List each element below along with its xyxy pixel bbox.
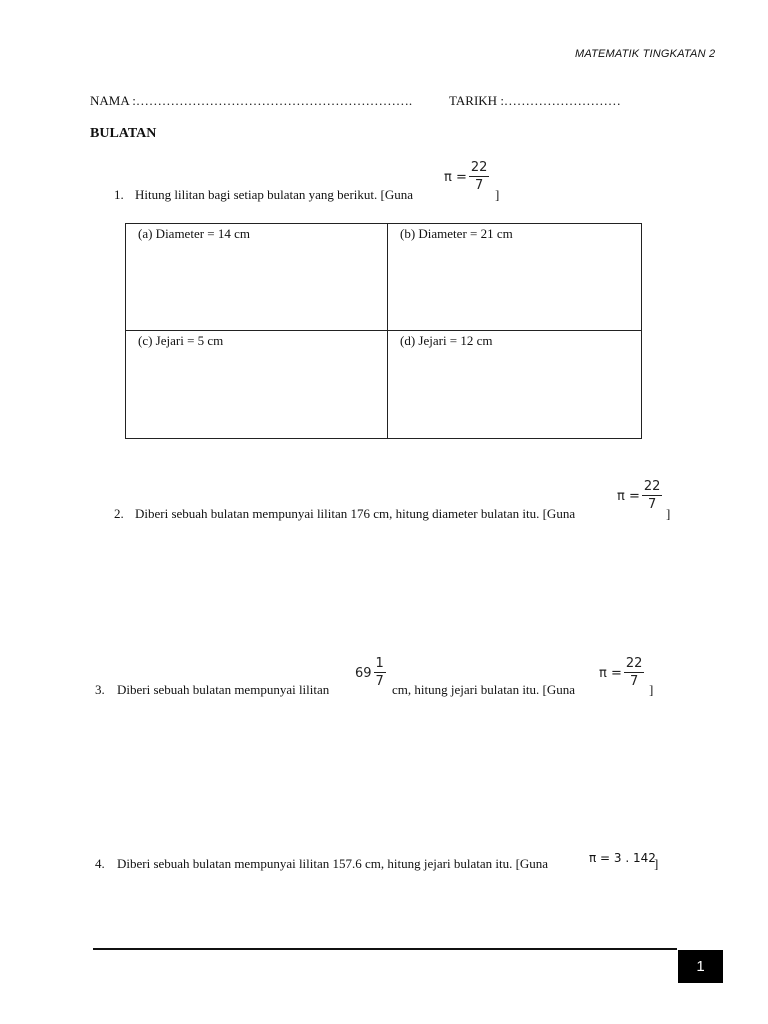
mixed-numerator: 1 xyxy=(375,656,384,671)
q4-close-bracket: ] xyxy=(654,856,659,871)
date-field-label: TARIKH :……………………… xyxy=(449,93,621,108)
q3-close-bracket: ] xyxy=(649,682,654,697)
q2-close-bracket: ] xyxy=(666,506,671,521)
cell-label-c: (c) Jejari = 5 cm xyxy=(138,333,224,348)
q1-answer-table xyxy=(125,223,642,439)
pi-numerator: 22 xyxy=(643,479,661,494)
q2-number: 2. xyxy=(114,506,124,521)
document-header: MATEMATIK TINGKATAN 2 xyxy=(575,48,716,60)
mixed-denominator: 7 xyxy=(375,674,384,689)
q1-close-bracket: ] xyxy=(495,187,500,202)
cell-label-a: (a) Diameter = 14 cm xyxy=(138,226,251,241)
pi-symbol: π = xyxy=(599,666,622,681)
answer-cell-b[interactable] xyxy=(387,224,641,331)
q2-text: Diberi sebuah bulatan mempunyai lilitan 176 cm, hitung diameter bulatan itu. [Guna xyxy=(135,506,576,521)
q3-pi-formula xyxy=(599,656,644,691)
pi-denominator: 7 xyxy=(474,178,484,193)
pi-numerator: 22 xyxy=(470,160,488,175)
page-number xyxy=(678,950,723,983)
q1-text: Hitung lilitan bagi setiap bulatan yang berikut. [Guna xyxy=(135,187,413,202)
answer-cell-a[interactable] xyxy=(126,224,387,331)
q3-text-before: Diberi sebuah bulatan mempunyai lilitan xyxy=(117,682,330,697)
page-number-text: 1 xyxy=(696,958,705,975)
q1-number: 1. xyxy=(114,187,124,202)
q3-mixed-number xyxy=(355,656,386,691)
pi-symbol: π = xyxy=(617,489,640,504)
q4-number: 4. xyxy=(95,856,105,871)
q1-pi-formula xyxy=(444,160,489,195)
pi-denominator: 7 xyxy=(647,497,657,512)
q4-pi-value: π = 3 . 142 xyxy=(589,851,656,865)
footer-rule xyxy=(93,948,677,950)
answer-cell-c[interactable] xyxy=(126,331,387,438)
mixed-whole: 69 xyxy=(355,666,372,681)
q2-pi-formula xyxy=(617,479,662,514)
pi-denominator: 7 xyxy=(629,674,639,689)
answer-cell-d[interactable] xyxy=(387,331,641,438)
cell-label-b: (b) Diameter = 21 cm xyxy=(400,226,513,241)
pi-numerator: 22 xyxy=(625,656,643,671)
name-field-label: NAMA :………………………………………………………. xyxy=(90,93,413,108)
q3-text-after: cm, hitung jejari bulatan itu. [Guna xyxy=(392,682,576,697)
q3-number: 3. xyxy=(95,682,105,697)
cell-label-d: (d) Jejari = 12 cm xyxy=(400,333,493,348)
worksheet-title: BULATAN xyxy=(90,126,157,141)
pi-symbol: π = xyxy=(444,170,467,185)
q4-text: Diberi sebuah bulatan mempunyai lilitan 157.6 cm, hitung jejari bulatan itu. [Guna xyxy=(117,856,549,871)
